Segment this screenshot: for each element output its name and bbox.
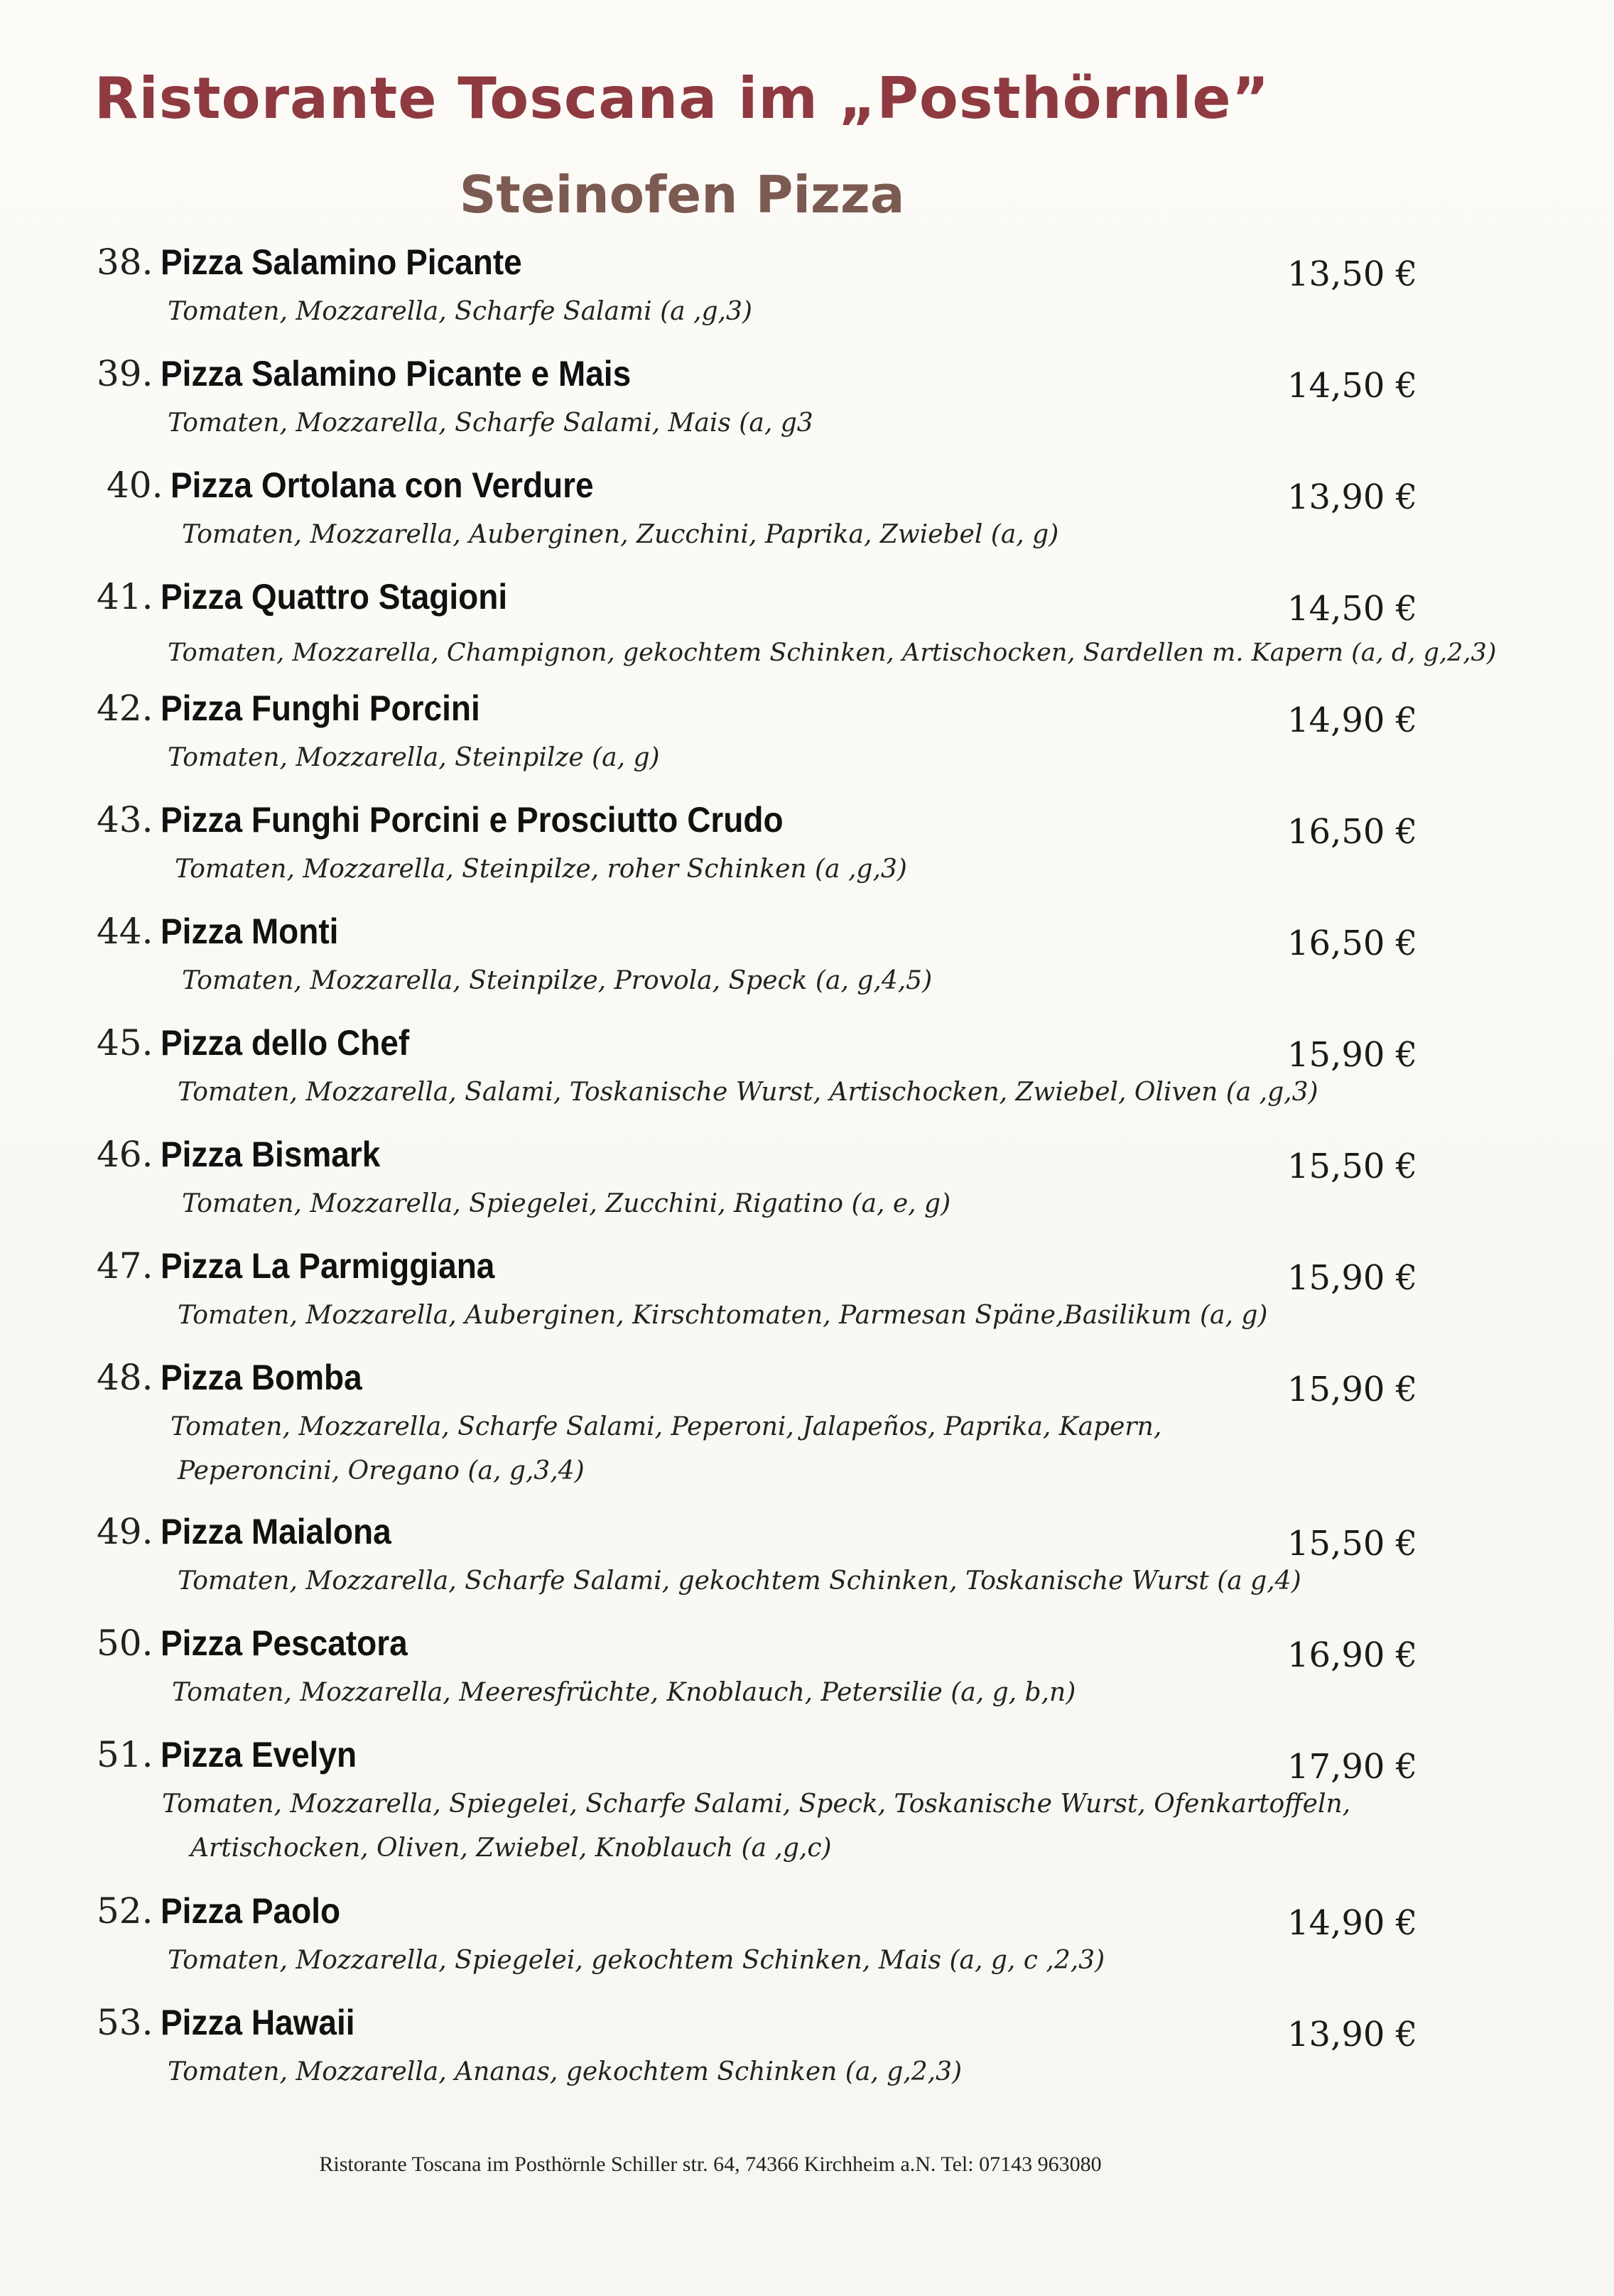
item-price: 16,50 €: [1287, 812, 1418, 852]
item-heading: [97, 242, 553, 283]
item-description: Tomaten, Mozzarella, Scharfe Salami, gekochtem Schinken, Toskanische Wurst (a g,4): [178, 1566, 1301, 1596]
item-heading: [97, 1134, 399, 1175]
item-name: Pizza Evelyn: [160, 1735, 357, 1775]
item-number: 40.: [107, 465, 163, 506]
item-name: Pizza La Parmiggiana: [160, 1246, 494, 1286]
item-heading: [97, 1022, 430, 1063]
item-number: 44.: [97, 911, 153, 952]
item-price: 13,50 €: [1287, 254, 1418, 294]
item-heading: [97, 1623, 429, 1664]
item-name: Pizza Bomba: [160, 1358, 362, 1397]
item-description: Tomaten, Mozzarella, Steinpilze (a, g): [168, 743, 660, 772]
item-heading: [97, 2002, 372, 2043]
item-heading: [97, 1734, 374, 1775]
item-description: Tomaten, Mozzarella, Auberginen, Zucchini, Paprika, Zwiebel (a, g): [182, 520, 1059, 549]
item-price: 14,50 €: [1287, 589, 1418, 629]
item-name: Pizza Hawaii: [160, 2003, 355, 2042]
item-name: Pizza Monti: [160, 911, 338, 951]
item-name: Pizza Quattro Stagioni: [160, 577, 507, 617]
item-price: 16,90 €: [1287, 1635, 1418, 1675]
item-number: 38.: [97, 242, 153, 283]
item-name: Pizza Pescatora: [160, 1623, 408, 1663]
item-heading: [97, 1357, 379, 1398]
item-price: 16,50 €: [1287, 924, 1418, 963]
section-title: Steinofen Pizza: [459, 165, 905, 224]
item-name: Pizza Funghi Porcini e Prosciutto Crudo: [160, 800, 784, 840]
item-heading: [97, 911, 354, 952]
item-description: Tomaten, Mozzarella, Scharfe Salami (a ,g,3): [168, 297, 752, 326]
item-description: Tomaten, Mozzarella, Spiegelei, Zucchini, Rigatino (a, e, g): [182, 1189, 951, 1218]
item-description: Tomaten, Mozzarella, Spiegelei, gekochtem Schinken, Mais (a, g, c ,2,3): [168, 1946, 1105, 1975]
item-description-line2: Peperoncini, Oregano (a, g,3,4): [178, 1456, 585, 1485]
item-price: 15,90 €: [1287, 1370, 1418, 1409]
footer-address: Ristorante Toscana im Posthörnle Schiller str. 64, 74366 Kirchheim a.N. Tel: 07143 963080: [319, 2152, 1102, 2176]
item-price: 13,90 €: [1287, 2015, 1418, 2054]
item-price: 15,90 €: [1287, 1258, 1418, 1298]
restaurant-title: Ristorante Toscana im „Posthörnle”: [94, 65, 1270, 131]
item-name: Pizza Salamino Picante e Mais: [160, 354, 631, 394]
item-number: 49.: [97, 1511, 153, 1552]
item-heading: [97, 1245, 524, 1287]
item-price: 17,90 €: [1287, 1747, 1418, 1787]
item-number: 52.: [97, 1890, 153, 1932]
item-number: 41.: [97, 576, 153, 617]
item-number: 48.: [97, 1357, 153, 1398]
item-number: 39.: [97, 353, 153, 394]
item-name: Pizza Maialona: [160, 1512, 391, 1552]
item-heading: [97, 688, 507, 729]
item-name: Pizza Bismark: [160, 1135, 380, 1174]
item-price: 14,90 €: [1287, 700, 1418, 740]
item-description: Tomaten, Mozzarella, Spiegelei, Scharfe Salami, Speck, Toskanische Wurst, Ofenkartoffeln,: [162, 1789, 1351, 1819]
item-price: 15,50 €: [1287, 1524, 1418, 1564]
item-number: 43.: [97, 799, 153, 840]
item-name: Pizza dello Chef: [160, 1023, 409, 1063]
item-name: Pizza Ortolana con Verdure: [170, 465, 594, 505]
item-description: Tomaten, Mozzarella, Auberginen, Kirschtomaten, Parmesan Späne,Basilikum (a, g): [178, 1301, 1268, 1330]
item-description: Tomaten, Mozzarella, Scharfe Salami, Mais (a, g3: [168, 408, 813, 438]
item-description: Tomaten, Mozzarella, Steinpilze, Provola, Speck (a, g,4,5): [182, 966, 933, 995]
item-description: Tomaten, Mozzarella, Meeresfrüchte, Knoblauch, Petersilie (a, g, b,n): [172, 1678, 1076, 1707]
item-number: 46.: [97, 1134, 153, 1175]
item-number: 47.: [97, 1245, 153, 1287]
item-price: 14,50 €: [1287, 366, 1418, 406]
item-description: Tomaten, Mozzarella, Champignon, gekochtem Schinken, Artischocken, Sardellen m. Kapern (a, d, g,2,3): [168, 639, 1497, 667]
item-number: 50.: [97, 1623, 153, 1664]
item-price: 14,90 €: [1287, 1903, 1418, 1943]
item-price: 13,90 €: [1287, 477, 1418, 517]
item-name: Pizza Paolo: [160, 1891, 340, 1931]
item-number: 42.: [97, 688, 153, 729]
item-heading: [97, 1890, 356, 1932]
item-heading: [107, 465, 630, 506]
item-description-line2: Artischocken, Oliven, Zwiebel, Knoblauch (a ,g,c): [190, 1834, 832, 1863]
item-number: 45.: [97, 1022, 153, 1063]
item-number: 53.: [97, 2002, 153, 2043]
item-price: 15,50 €: [1287, 1147, 1418, 1186]
item-heading: [97, 576, 537, 617]
item-description: Tomaten, Mozzarella, Ananas, gekochtem Schinken (a, g,2,3): [168, 2057, 962, 2086]
item-description: Tomaten, Mozzarella, Scharfe Salami, Peperoni, Jalapeños, Paprika, Kapern,: [170, 1412, 1162, 1441]
item-heading: [97, 353, 671, 394]
item-number: 51.: [97, 1734, 153, 1775]
item-name: Pizza Salamino Picante: [160, 242, 522, 282]
item-price: 15,90 €: [1287, 1035, 1418, 1075]
item-name: Pizza Funghi Porcini: [160, 688, 480, 728]
item-heading: [97, 799, 837, 840]
item-description: Tomaten, Mozzarella, Salami, Toskanische Wurst, Artischocken, Zwiebel, Oliven (a ,g,3): [178, 1078, 1318, 1107]
item-heading: [97, 1511, 411, 1552]
item-description: Tomaten, Mozzarella, Steinpilze, roher Schinken (a ,g,3): [175, 855, 907, 884]
